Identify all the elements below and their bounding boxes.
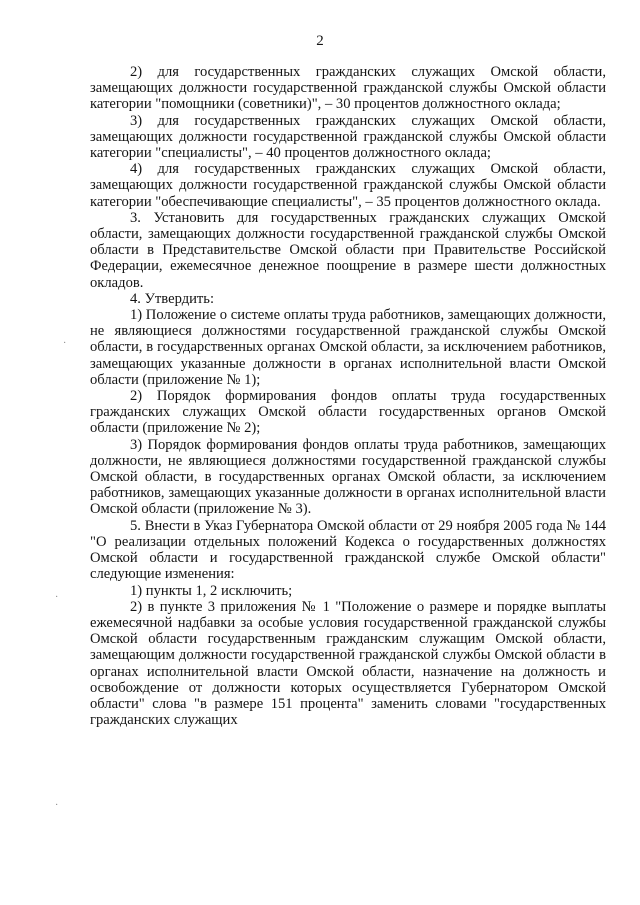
document-body <box>90 64 606 728</box>
scan-speck: · <box>55 800 59 811</box>
scan-speck: · <box>63 338 67 349</box>
paragraph-clause-4-item-1: 1) Положение о системе оплаты труда работников, замещающих должности, не являющиеся должностями государственной гражданской службы Омской области, в государственных органах Омской области, за исключением работников, замещающих указанные должности в органах исполнительной власти Омской области (приложение № 1); <box>90 307 606 388</box>
scan-speck: · <box>55 592 59 603</box>
paragraph-clause-5-item-1: 1) пункты 1, 2 исключить; <box>130 582 293 599</box>
paragraph-clause-3: 3. Установить для государственных гражданских служащих Омской области, замещающих должности государственной гражданской службы Омской области в Представительстве Омской области при Правительстве Российской Федерации, ежемесячное денежное поощрение в размере шести должностных окладов. <box>90 209 606 291</box>
paragraph-clause-4-item-2: 2) Порядок формирования фондов оплаты труда государственных гражданских служащих Омской области государственных органов Омской области (приложение № 2); <box>90 388 606 437</box>
paragraph-clause-5: 5. Внести в Указ Губернатора Омской области от 29 ноября 2005 года № 144 "О реализации отдельных положений Кодекса о государственных должностях Омской области и государственной гражданской службе Омской области" следующие изменения: <box>90 517 606 583</box>
page-number: 2 <box>316 33 324 49</box>
paragraph-item-4: 4) для государственных гражданских служащих Омской области, замещающих должности государственной гражданской службы Омской области категории "обеспечивающие специалисты", – 35 процентов должностного оклада. <box>90 161 606 210</box>
paragraph-clause-4-item-3: 3) Порядок формирования фондов оплаты труда работников, замещающих должности, не являющиеся должностями государственной гражданской службы Омской области, в государственных органах Омской области, за исключением работников, замещающих указанные должности в органах исполнительной власти Омской области (приложение № 3). <box>90 436 606 518</box>
paragraph-item-3: 3) для государственных гражданских служащих Омской области, замещающих должности государственной гражданской службы Омской области категории "специалисты", – 40 процентов должностного оклада; <box>90 112 606 162</box>
paragraph-clause-5-item-2: 2) в пункте 3 приложения № 1 "Положение о размере и порядке выплаты ежемесячной надбавки за особые условия государственной гражданской службы Омской области государственным гражданским служащим Омской области, замещающим должности государственной гражданской службы Омской области в органах исполнительной власти Омской области, назначение на должность и освобождение от должности которых осуществляется Губернатором Омской области" слова "в размере 151 процента" заменить словами "государственных гражданских служащих <box>90 598 606 729</box>
paragraph-clause-4: 4. Утвердить: <box>130 290 215 307</box>
paragraph-item-2: 2) для государственных гражданских служащих Омской области, замещающих должности государственной гражданской службы Омской области категории "помощники (советники)", – 30 процентов должностного оклада; <box>90 64 606 113</box>
